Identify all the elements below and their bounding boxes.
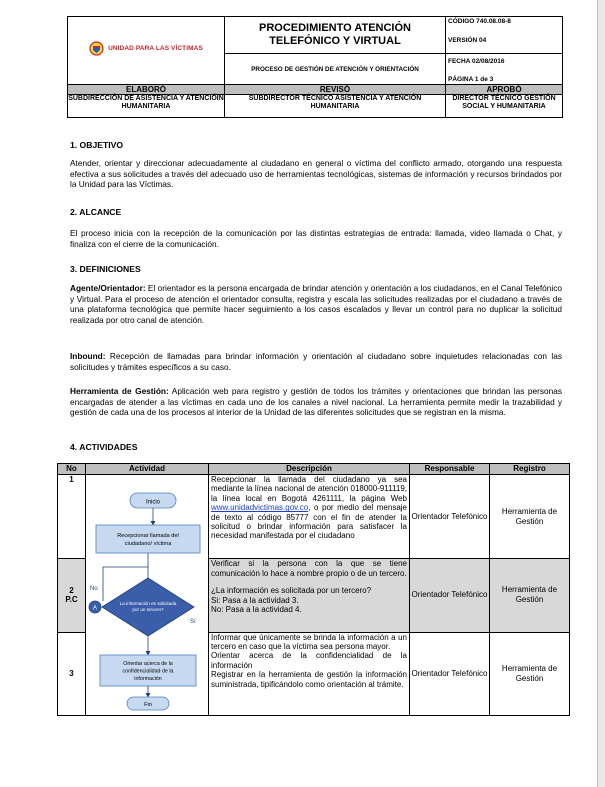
flow-no-label: No [90,586,98,592]
row3-responsable: Orientador Telefónico [410,632,490,715]
flow-step-orientar-line1: Orientar acerca de la [123,661,173,667]
row2-number-main: 2 [69,586,74,596]
document-date: FECHA 02/08/2016 [448,58,505,65]
activities-header-row [58,464,570,475]
document-version: VERSIÓN 04 [448,37,487,44]
page-edge [597,0,605,787]
row3-desc-3: Registrar en la herramienta de gestión la información suministrada, tipificándolo como orientación al trámite. [211,670,407,689]
row2-description [209,559,410,632]
row2-number [58,559,86,632]
definition-agente-term: Agente/Orientador: [70,283,146,293]
flow-start-label: Inicio [145,499,161,506]
col-header-no: No [58,464,86,475]
section-actividades-title: 4. ACTIVIDADES [70,442,138,452]
flow-yes-label: Sí [190,619,196,625]
col-header-responsable: Responsable [410,464,490,475]
definition-herramienta [70,386,562,418]
flow-decision-line1: La información es solicitada [119,601,177,606]
row2-desc-4: No: Pasa a la actividad 4. [211,604,302,614]
flow-step-recepcionar-line2: ciudadano/ víctima [124,541,172,547]
document-header-table [67,16,563,118]
section-definiciones-title: 3. DEFINICIONES [70,264,141,274]
definition-agente [70,283,562,325]
row2-responsable: Orientador Telefónico [410,559,490,632]
activities-table [57,463,570,716]
row2-desc-1: Verificar si la persona con la que se tiene comunicación lo hace a nombre propio o de un tercero. [211,559,407,578]
document-code: CÓDIGO 740.08.08-8 [448,18,511,25]
logo-cell [68,17,225,85]
elaboro-label: ELABORÓ [68,85,225,95]
procedure-title-line2: TELEFÓNICO Y VIRTUAL [269,35,401,47]
row2-desc-2: ¿La información es solicitada por un tercero? [211,586,372,596]
row3-description [209,632,410,715]
definition-inbound-term: Inbound: [70,351,106,361]
code-version-cell [446,17,563,54]
section-objetivo-title: 1. OBJETIVO [70,140,124,150]
row3-number: 3 [58,632,86,715]
row1-responsable: Orientador Telefónico [410,475,490,559]
section-alcance-text: El proceso inicia con la recepción de la comunicación por las distintas estrategias de entrada: llamada, video llamada o Chat, y finaliza con el cierre de la comunicación. [70,228,562,249]
definition-inbound-text: Recepción de llamadas para brindar información y orientación al ciudadano sobre inquietudes relacionadas con las solicitudes y trámites específicos a su caso. [70,351,562,372]
flow-step-orientar-line3: información [134,676,162,682]
flow-step-recepcionar [96,525,200,553]
reviso-label: REVISÓ [225,85,446,95]
reviso-value: SUBDIRECTOR TÉCNICO ASISTENCIA Y ATENCIÓN HUMANITARIA [225,95,446,118]
flow-end-label: Fin [144,702,152,708]
col-header-descripcion: Descripción [209,464,410,475]
flow-decision-line2: por un tercero? [132,607,164,612]
col-header-actividad: Actividad [86,464,209,475]
section-alcance-title: 2. ALCANCE [70,207,122,217]
definition-herramienta-text: Aplicación web para registro y gestión de todos los trámites y orientaciones que brindan las personas encargadas de atender a las víctimas en cada uno de los canales a nivel nacional. La herramienta permite medir la trazabilidad y gestión de cada una de los procesos al interior de la Unidad de las diferentes solicitudes que se registran en la misma. [70,386,562,418]
row-number: 1 [58,475,86,559]
flowchart [86,475,209,715]
col-header-registro: Registro [490,464,570,475]
definition-inbound [70,351,562,372]
row2-number-sub: P.C [65,595,78,605]
flow-step-orientar-line2: confidencialidad de la [122,668,174,675]
procedure-title-line1: PROCEDIMIENTO ATENCIÓN [259,22,411,34]
aprobo-value: DIRECTOR TÉCNICO GESTIÓN SOCIAL Y HUMANITARIA [446,95,563,118]
row1-desc-part-b: , o por medio del mensaje de texto al código 85777 con el fin de atender la solicitud o brindar información para satisfacer la necesidad manifestada por el ciudadano [211,503,407,541]
document-page-number: PÁGINA 1 de 3 [448,76,494,83]
flow-connector-a-label: A [92,605,98,612]
date-page-cell [446,54,563,85]
elaboro-value: SUBDIRECCIÓN DE ASISTENCIA Y ATENCIÓIN HUMANITARIA [68,95,225,118]
row3-registro: Herramienta de Gestión [490,632,570,715]
process-name: PROCESO DE GESTIÓN DE ATENCIÓN Y ORIENTACIÓN [225,54,446,85]
table-row [58,475,570,559]
section-objetivo-text: Atender, orientar y direccionar adecuadamente al ciudadano en general o víctima del conflicto armado, otorgando una respuesta efectiva a sus solicitudes a través del adecuado uso de herramientas tecnológicas, sistemas de información y recursos brindados por la Unidad para las Víctimas. [70,158,562,190]
row3-desc-2: Orientar acerca de la confidencialidad de la información [211,651,407,670]
definition-agente-text: El orientador es la persona encargada de brindar atención y orientación a los ciudadanos, en el Canal Telefónico y Virtual. Para el proceso de atención el orientador consulta, registra y escala las solicitudes realizadas por el ciudadano a través de una plataforma tecnológica que permite hacer seguimiento a los casos escalados y llevar un control para no duplicar la solicitud realizada por otro canal de atención. [70,283,562,325]
row2-desc-3: Si: Pasa a la actividad 3. [211,595,299,605]
unidad-victimas-logo [89,41,203,56]
flowchart-cell [86,475,209,716]
row1-desc-part-a: Recepcionar la llamada del ciudadano ya sea mediante la línea nacional de atención 018000-911119, la línea local en Bogotá 4261111, la página Web [211,475,407,503]
row1-registro: Herramienta de Gestión [490,475,570,559]
coat-of-arms-icon [89,41,104,56]
definition-herramienta-term: Herramienta de Gestión: [70,386,169,396]
logo-text: UNIDAD PARA LAS VÍCTIMAS [108,44,203,52]
procedure-title-cell [225,17,446,54]
flow-step-recepcionar-line1: Recepcionar llamada del [117,533,179,539]
unidadvictimas-link[interactable]: www.unidadvictimas.gov.co [211,503,309,513]
aprobo-label: APROBÓ [446,85,563,95]
row1-description [209,475,410,559]
row2-registro: Herramienta de Gestión [490,559,570,632]
row3-desc-1: Informar que únicamente se brinda la información a un tercero en caso que la víctima sea persona mayor. [211,632,407,652]
